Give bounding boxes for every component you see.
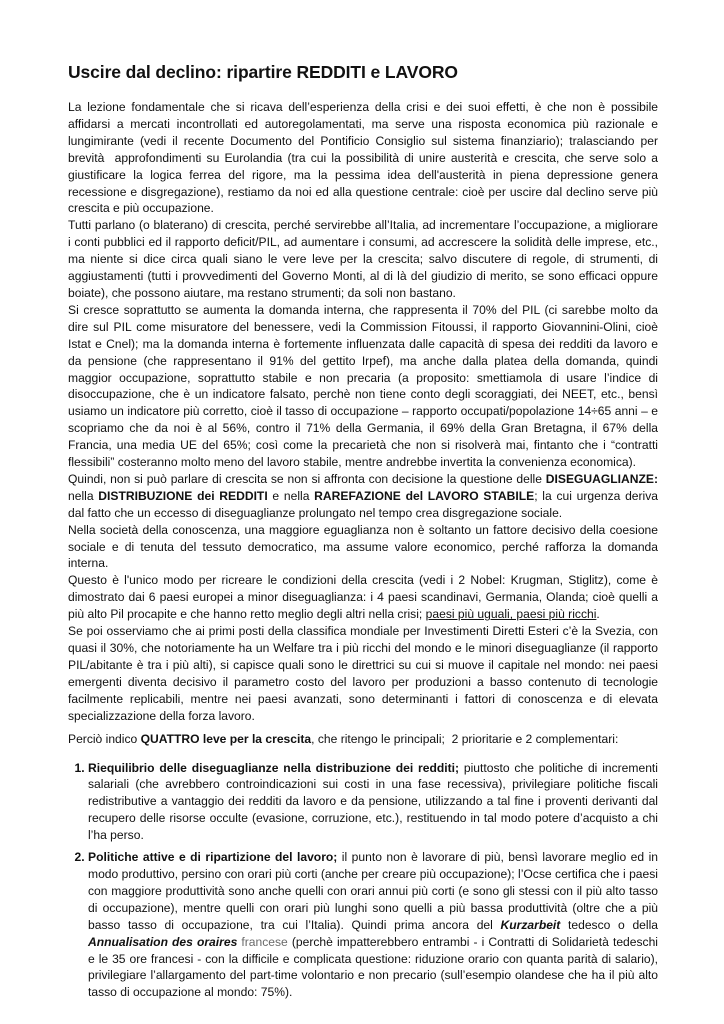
document-body <box>68 99 658 1001</box>
bold-quattro-leve: QUATTRO leve per la crescita <box>140 731 312 746</box>
paragraph-domanda-interna: Si cresce soprattutto se aumenta la domanda interna, che rappresenta il 70% del PIL (ci sarebbe molto da dire sul PIL come misuratore del benessere, vedi la Commission Fitoussi, il rapporto Giovannini-Olini, cioè Istat e Cnel); ma la domanda interna è fortemente influenzata dalle capacità di spesa dei redditi da lavoro e da pensione (che rappresentano il 91% del gettito Irpef), ma anche dalla platea della domanda, quindi maggior occupazione, soprattutto stabile e non precaria (a proposito: smettiamola di usare l’indice di disoccupazione, che è un indicatore falsato, perchè non tiene conto degli scoraggiati, dei NEET, etc., bensì usiamo un indicatore più corretto, cioè il tasso di occupazione – rapporto occupati/popolazione 14÷65 anni – e scopriamo che da noi è al 56%, contro il 71% della Germania, il 69% della Gran Bretagna, il 67% della Francia, una media UE del 65%; così come la precarietà che non si risolverà mai, fintanto che i “contratti flessibili” costeranno molto meno del lavoro stabile, mentre andrebbe invertita la convenienza economica). <box>68 302 658 470</box>
bold-distribuzione-redditi: DISTRIBUZIONE dei REDDITI <box>98 488 268 503</box>
text-span: Perciò indico <box>68 731 141 746</box>
text-span: Quindi, non si può parlare di crescita se non si affronta con decisione la questione delle <box>68 471 546 486</box>
text-span: , che ritengo le principali; 2 prioritarie e 2 complementari: <box>311 731 619 746</box>
levers-list <box>68 760 658 1002</box>
lever-text: (perchè impatterebbero entrambi - i Contratti di Solidarietà tedeschi e le 35 ore francesi - con la difficile e complicata questione: riduzione orario con quanta parità di salario), privilegiare l’allargamento del part-time volontario e non precario (sull’esempio olandese che ha il più alto tasso di occupazione al mondo: 75%). <box>88 934 658 1000</box>
page-title: Uscire dal declino: ripartire REDDITI e LAVORO <box>68 62 458 82</box>
paragraph-crescita: Tutti parlano (o blaterano) di crescita, perché servirebbe all’Italia, ad incrementare l’occupazione, a migliorare i conti pubblici ed il rapporto deficit/PIL, ad aumentare i consumi, ad accrescere la solidità delle imprese, etc., ma niente si dice circa quali siano le vere leve per la crescita; salvo discutere di regole, di strumenti, di aggiustamenti (tutti i provvedimenti del Governo Monti, al di là del giudizio di merito, se sono efficaci oppure boiate), che possono aiutare, ma restano strumenti; da soli non bastano. <box>68 218 658 300</box>
list-item-politiche-attive <box>88 849 658 1001</box>
kurzarbeit-term: Kurzarbeit <box>500 917 561 932</box>
paragraph-lezione: La lezione fondamentale che si ricava dell’esperienza della crisi e dei suoi effetti, è che non è possibile affidarsi a mercati incontrollati ed autoregolamentati, ma serve una risposta economica più razionale e lungimirante (vedi il recente Documento del Pontificio Consiglio sul sistema finanziario); tralasciando per brevità approfondimenti su Eurolandia (tra cui la possibilità di unire austerità e crescita, che serve solo a giustificare la logica ferrea del rigore, ma la pessima idea dell'austerità in piena depressione genera recessione e disgregazione), restiamo da noi ed alla questione centrale: cioè per uscire dal declino serve più crescita e più occupazione. <box>68 100 658 216</box>
text-span: . <box>596 607 600 622</box>
text-span: e nella <box>267 488 315 503</box>
lever-heading: Politiche attive e di ripartizione del lavoro; <box>88 850 338 865</box>
lever-text: piuttosto che politiche di incrementi salariali (che avrebbero controindicazioni sui costi in una fase recessiva), privilegiare politiche fiscali redistributive a vantaggio dei redditi da lavoro e da pensione, utilizzando a tal fine i proventi derivanti dal recupero delle risorse occulte (evasione, corruzione, etc.), restituendo in tal modo potere d’acquisto a chi l’ha perso. <box>88 760 658 843</box>
text-span: ; la cui urgenza deriva dal fatto che un eccesso di diseguaglianze prolungato nel tempo crea disgregazione sociale. <box>68 488 659 520</box>
lever-text: il punto non è lavorare di più, bensì lavorare meglio ed in modo produttivo, persino con orari più corti (anche per creare più occupazione); l’Ocse certifica che i paesi con maggiore produttività sono anche quelli con orari annui più corti (e sono gli stessi con il più alto tasso di occupazione), mentre quelli con orari più lunghi sono quelli a più bassa produttività (oltre che a più basso tasso di occupazione, tra cui l’Italia). Quindi prima ancora del <box>88 850 658 932</box>
bold-diseguaglianze: DISEGUAGLIANZE: <box>545 471 658 486</box>
list-item-riequilibrio <box>88 760 658 845</box>
lever-text: tedesco o della <box>560 917 658 932</box>
underlined-paesi-uguali: paesi più uguali, paesi più ricchi <box>425 607 597 622</box>
francese-term: francese <box>237 934 288 949</box>
paragraph-quattro-leve <box>68 731 658 748</box>
annualisation-term: Annualisation des oraires <box>88 934 238 949</box>
paragraph-conoscenza: Nella società della conoscenza, una maggiore eguaglianza non è soltanto un fattore decisivo della coesione sociale e di tenuta del tessuto democratico, ma assume valore economico, perché rafforza la domanda interna. <box>68 522 658 571</box>
paragraph-diseguaglianze <box>68 471 658 522</box>
text-span: Questo è l'unico modo per ricreare le condizioni della crescita (vedi i 2 Nobel: Krugman, Stiglitz), come è dimostrato dai 6 paesi europei a minor diseguaglianza: i 4 paesi scandinavi, Germania, Olanda; cioè quelli a più alto Pil procapite e che hanno retto meglio degli altri nella crisi; <box>68 573 658 622</box>
text-span: nella <box>68 488 99 503</box>
bold-rarefazione-lavoro: RAREFAZIONE del LAVORO STABILE <box>314 488 535 503</box>
paragraph-condizioni-crescita <box>68 572 658 623</box>
paragraph-investimenti-esteri: Se poi osserviamo che ai primi posti della classifica mondiale per Investimenti Diretti Esteri c’è la Svezia, con quasi il 30%, che notoriamente ha un Welfare tra i più ricchi del mondo e le minori diseguaglianze (il rapporto PIL/abitante è tra i più alti), si capisce quali sono le direttrici su cui si muove il capitale nel mondo: nei paesi emergenti diventa decisivo il parametro costo del lavoro per produzioni a basso contenuto di tecnologie facilmente replicabili, mentre nei paesi avanzati, sono determinanti i fattori di conoscenza e di elevata specializzazione della forza lavoro. <box>68 624 658 723</box>
lever-heading: Riequilibrio delle diseguaglianze nella distribuzione dei redditi; <box>88 760 460 775</box>
